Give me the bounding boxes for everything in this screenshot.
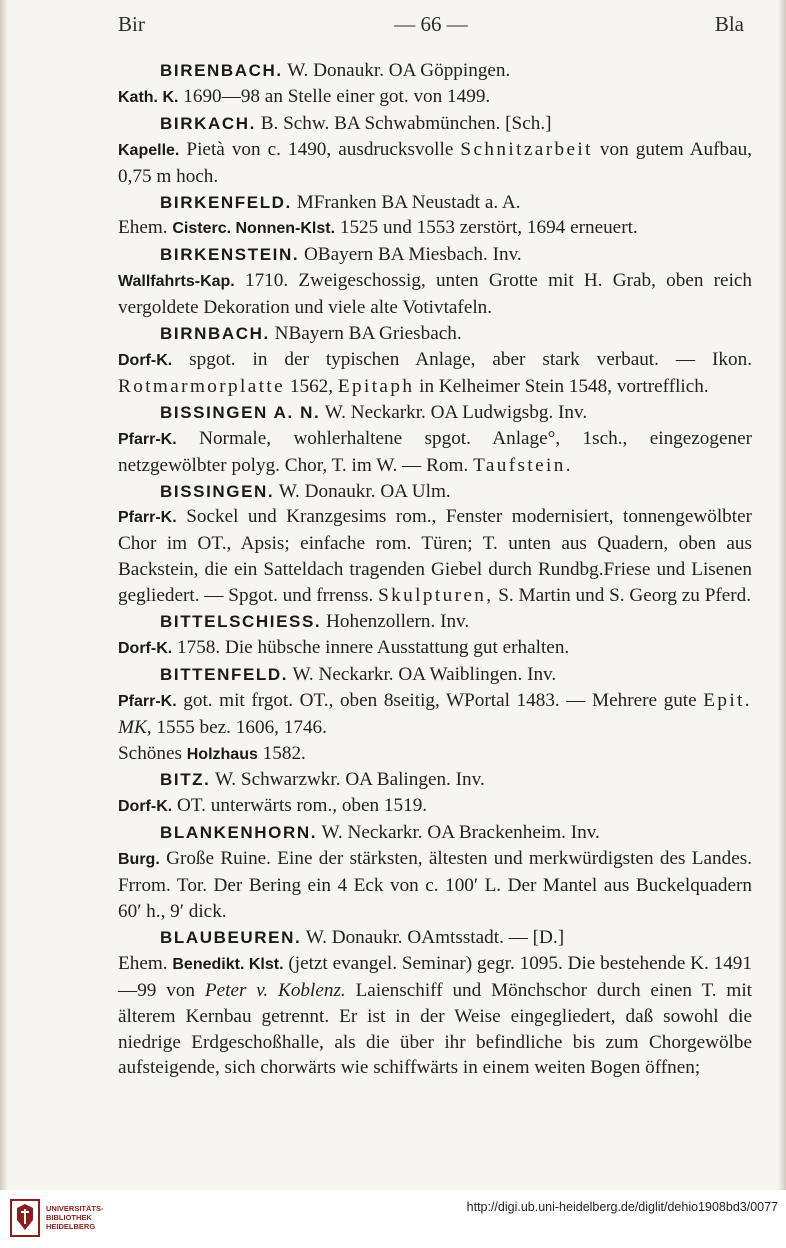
source-url-link[interactable]: http://digi.ub.uni-heidelberg.de/diglit/dehio1908bd3/0077 (466, 1200, 778, 1214)
region-info: W. Donaukr. OA Göppingen. (287, 60, 511, 81)
place-name: BIRKENSTEIN. (160, 245, 300, 265)
description-text: in Kelheimer Stein 1548, vortrefflich. (419, 375, 709, 397)
institution-line-2: BIBLIOTHEK (46, 1213, 92, 1222)
entry-heading (118, 479, 752, 505)
entry (118, 925, 752, 1081)
description-text: OT. unterwärts rom., oben 1519. (177, 795, 428, 817)
description-text: 1710. Zweigeschossig, unten Grotte mit H. Grab, oben reich vergoldete Dekoration und viele alte Votivtafeln. (118, 270, 753, 319)
region-info: W. Donaukr. OAmtsstadt. — [D.] (305, 926, 565, 948)
description-text: Große Ruine. Eine der stärksten, ältesten und merkwürdigsten des Landes. Frrom. Tor. Der Bering ein 4 Eck von c. 100′ L. Der Mantel aus Buckelquadern 60′ h., 9′ dick. (118, 848, 752, 922)
region-info: W. Neckarkr. OA Waiblingen. Inv. (292, 663, 557, 685)
description-text: 1582. (262, 742, 306, 764)
description-text: Pietà von c. 1490, ausdrucksvolle (186, 138, 454, 160)
description-text: Normale, wohlerhaltene spgot. Anlage°, 1sch., eingezogener netzgewölbter polyg. Chor, T. im W. — Rom. (118, 427, 753, 476)
prefix-text: Ehem. (118, 217, 168, 239)
place-name: BIRKACH. (160, 113, 256, 133)
running-header (118, 12, 744, 42)
building-keyword: Pfarr-K. (118, 430, 177, 448)
place-name: BITTELSCHIESS. (160, 612, 322, 632)
entry (118, 662, 752, 768)
entry-heading (118, 190, 752, 216)
building-keyword: Pfarr-K. (118, 509, 177, 527)
description-text: got. mit frgot. OT., oben 8seitig, WPortal 1483. — Mehrere gute (183, 689, 697, 711)
building-keyword: Wallfahrts-Kap. (118, 273, 235, 291)
university-logo-icon (8, 1198, 42, 1238)
building-keyword: Kath. K. (118, 88, 179, 106)
description-text: 1525 und 1553 zerstört, 1694 erneuert. (339, 217, 638, 239)
building-keyword: Holzhaus (186, 745, 258, 763)
entry-heading (118, 767, 752, 793)
entry (118, 321, 752, 400)
description-text: von gutem Aufbau, 0,75 m hoch. (118, 138, 753, 187)
region-info: NBayern BA Griesbach. (274, 323, 462, 345)
entry (118, 242, 752, 321)
building-keyword: Kapelle. (118, 141, 180, 159)
description-text: spgot. in der typischen Anlage, aber stark verbaut. — Ikon. (189, 348, 752, 370)
building-keyword: Cisterc. Nonnen-Klst. (172, 220, 336, 238)
building-keyword: Dorf-K. (118, 798, 173, 816)
entry-heading (118, 58, 752, 84)
building-keyword: Dorf-K. (118, 639, 173, 657)
region-info: W. Donaukr. OA Ulm. (278, 480, 451, 502)
spaced-term: Skulpturen, (378, 585, 494, 607)
building-keyword: Pfarr-K. (118, 692, 177, 710)
region-info: OBayern BA Miesbach. Inv. (303, 244, 522, 266)
entry (118, 767, 752, 820)
header-left: Bir (118, 12, 145, 36)
page-edge-left (0, 0, 8, 1190)
description-text: Laienschiff und Mönchschor durch einen T. mit älterem Kernbau getrennt. Er ist in der Weise eingegliedert, daß sowohl die niedrige Erdgeschoßhalle, als die über ihr befindliche bis zum Chorgewölbe aufsteigende, sich chorwärts wie schiffwärts in einem weiten Bogen öffnen; (118, 979, 752, 1079)
place-name: BLAUBEUREN. (160, 927, 302, 947)
institution-line-3: HEIDELBERG (46, 1222, 96, 1231)
entry (118, 58, 752, 111)
place-name: BITZ. (160, 770, 211, 790)
entry-heading (118, 820, 752, 846)
place-name: BLANKENHORN. (160, 823, 318, 843)
place-name: BIRNBACH. (160, 324, 270, 344)
spaced-term: Schnitzarbeit (460, 138, 593, 160)
place-name: BIRENBACH. (160, 61, 283, 80)
description-text: S. Martin und S. Georg zu Pferd. (498, 585, 752, 607)
place-name: BISSINGEN. (160, 481, 275, 501)
prefix-text: Ehem. (118, 952, 168, 974)
entry (118, 190, 752, 243)
spaced-term: Taufstein. (473, 454, 573, 476)
place-name: BISSINGEN A. N. (160, 402, 321, 422)
institution-name (46, 1204, 166, 1231)
italic-term: MK, (118, 716, 152, 738)
spaced-term: Epit. (703, 689, 752, 711)
region-info: W. Neckarkr. OA Brackenheim. Inv. (321, 822, 600, 844)
entry (118, 820, 752, 925)
entries-body (118, 58, 752, 1081)
entry-heading (118, 400, 752, 426)
entry-heading (118, 609, 752, 635)
spaced-term: Epitaph (337, 375, 415, 397)
entry (118, 479, 752, 610)
description-text: 1555 bez. (156, 716, 231, 738)
building-keyword: Dorf-K. (118, 351, 173, 369)
entry-heading (118, 111, 752, 137)
building-keyword: Burg. (118, 851, 160, 869)
entry (118, 400, 752, 479)
header-right: Bla (714, 12, 744, 36)
description-text: Sockel und Kranzgesims rom., Fenster modernisiert, tonnengewölbter Chor im OT., Apsis; einfache rom. Türen; T. unten aus Quadern, oben aus Backstein, die ein Satteldach tragenden Giebel durch Rundbg.Friese und Lisenen gegliedert. — Spgot. und frrenss. (118, 506, 753, 607)
institution-line-1: UNIVERSITÄTS- (46, 1204, 104, 1213)
place-name: BITTENFELD. (160, 664, 289, 684)
building-keyword: Benedikt. Klst. (172, 955, 284, 973)
region-info: B. Schw. BA Schwabmünchen. [Sch.] (260, 112, 552, 134)
header-page-number: — 66 — (394, 12, 468, 36)
description-text: (jetzt evangel. Seminar) gegr. 1095. Die bestehende K. 1491—99 von (118, 952, 752, 1001)
entry-heading (118, 242, 752, 268)
region-info: W. Schwarzwkr. OA Balingen. Inv. (214, 769, 485, 791)
region-info: MFranken BA Neustadt a. A. (296, 191, 521, 213)
entry (118, 111, 752, 190)
entry (118, 609, 752, 662)
place-name: BIRKENFELD. (160, 192, 292, 212)
region-info: W. Neckarkr. OA Ludwigsbg. Inv. (324, 401, 588, 423)
entry-heading (118, 662, 752, 688)
description-text: 1758. Die hübsche innere Ausstattung gut erhalten. (177, 636, 570, 658)
page-edge-right (778, 0, 786, 1190)
italic-term: Peter v. Koblenz. (204, 979, 346, 1001)
description-text: 1562, (289, 375, 334, 397)
description-text: 1690—98 an Stelle einer got. von 1499. (183, 85, 491, 107)
description-text: 1606, 1746. (235, 716, 327, 738)
entry-heading (118, 321, 752, 347)
spaced-term: Rotmarmorplatte (118, 375, 286, 397)
entry-heading (118, 925, 752, 951)
region-info: Hohenzollern. Inv. (326, 611, 470, 633)
prefix-text: Schönes (118, 742, 182, 764)
